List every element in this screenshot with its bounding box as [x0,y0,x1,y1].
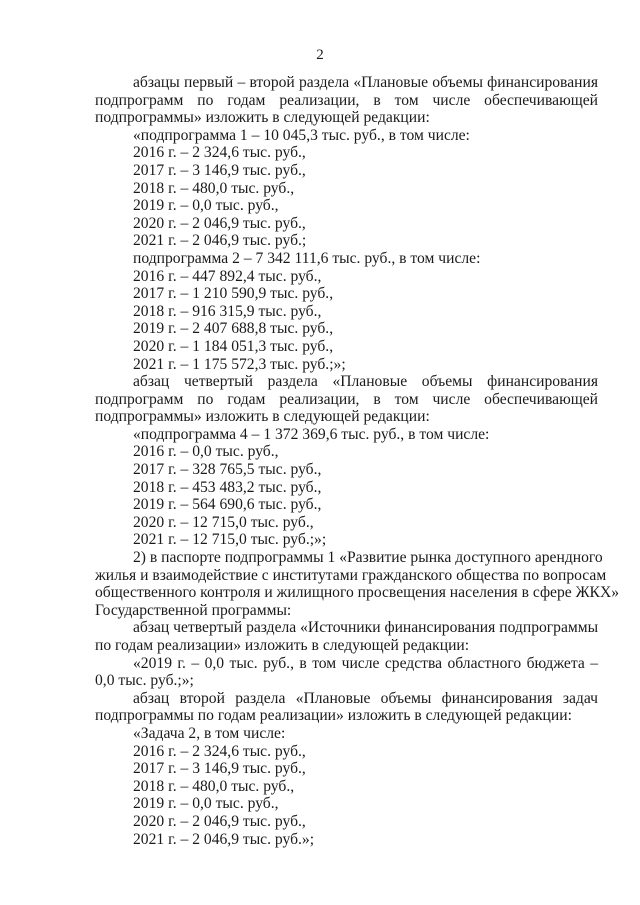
text-line: 2019 г. – 564 690,6 тыс. руб., [133,496,322,514]
text-line: подпрограмма 2 – 7 342 111,6 тыс. руб., в том числе: [133,249,481,267]
text-line: подпрограмм по годам реализации, в том числе обеспечивающей [95,91,598,109]
text-line: подпрограммы» изложить в следующей редакции: [95,109,430,127]
text-line: 2019 г. – 0,0 тыс. руб., [133,197,279,215]
text-line: абзацы первый – второй раздела «Плановые объемы финансирования [133,74,598,91]
text-line: 2018 г. – 480,0 тыс. руб., [133,777,295,795]
text-line: 2020 г. – 2 046,9 тыс. руб., [133,812,306,830]
text-line: Государственной программы: [95,601,292,619]
text-line: абзац четвертый раздела «Плановые объемы финансирования [133,373,598,391]
text-line: жилья и взаимодействие с институтами гражданского общества по вопросам [95,566,607,584]
text-line: 2018 г. – 480,0 тыс. руб., [133,179,295,197]
text-line: по годам реализации» изложить в следующей редакции: [95,637,470,654]
text-line: абзац второй раздела «Плановые объемы финансирования задач [133,689,598,707]
text-line: 2017 г. – 1 210 590,9 тыс. руб., [133,285,334,303]
text-line: абзац четвертый раздела «Источники финансирования подпрограммы [133,619,599,637]
text-line: 2017 г. – 328 765,5 тыс. руб., [133,461,322,479]
text-line: 2021 г. – 2 046,9 тыс. руб.»; [133,830,315,848]
text-line: подпрограммы» изложить в следующей редакции: [95,408,430,426]
text-line: 2020 г. – 1 184 051,3 тыс. руб., [133,337,334,355]
text-line: 2017 г. – 3 146,9 тыс. руб., [133,760,306,778]
text-line: подпрограмм по годам реализации, в том числе обеспечивающей [95,390,598,408]
text-line: 2018 г. – 453 483,2 тыс. руб., [133,478,322,496]
text-line: «подпрограмма 4 – 1 372 369,6 тыс. руб., в том числе: [133,425,490,443]
text-line: 2021 г. – 1 175 572,3 тыс. руб.;»; [133,355,346,373]
document-body [95,74,620,848]
text-line: 2016 г. – 447 892,4 тыс. руб., [133,267,322,285]
text-line: 2017 г. – 3 146,9 тыс. руб., [133,161,306,179]
text-line: «Задача 2, в том числе: [133,724,286,742]
text-line: 2) в паспорте подпрограммы 1 «Развитие рынка доступного арендного [133,549,603,567]
page-number: 2 [316,47,324,63]
text-line: 2018 г. – 916 315,9 тыс. руб., [133,302,322,320]
text-line: «2019 г. – 0,0 тыс. руб., в том числе средства областного бюджета – [133,654,598,672]
text-line: 2021 г. – 12 715,0 тыс. руб.;»; [133,531,327,549]
text-line: 2020 г. – 2 046,9 тыс. руб., [133,214,306,232]
text-line: 2019 г. – 2 407 688,8 тыс. руб., [133,320,334,338]
text-line: 2019 г. – 0,0 тыс. руб., [133,795,279,813]
text-line: 0,0 тыс. руб.;»; [95,672,194,690]
text-line: 2016 г. – 2 324,6 тыс. руб., [133,742,306,760]
text-line: общественного контроля и жилищного просвещения населения в сфере ЖКХ» [95,584,620,602]
text-line: 2021 г. – 2 046,9 тыс. руб.; [133,232,307,250]
text-line: подпрограммы по годам реализации» изложить в следующей редакции: [95,707,572,725]
text-line: 2016 г. – 0,0 тыс. руб., [133,443,279,461]
text-line: 2020 г. – 12 715,0 тыс. руб., [133,513,314,531]
text-line: 2016 г. – 2 324,6 тыс. руб., [133,144,306,162]
text-line: «подпрограмма 1 – 10 045,3 тыс. руб., в том числе: [133,126,470,144]
